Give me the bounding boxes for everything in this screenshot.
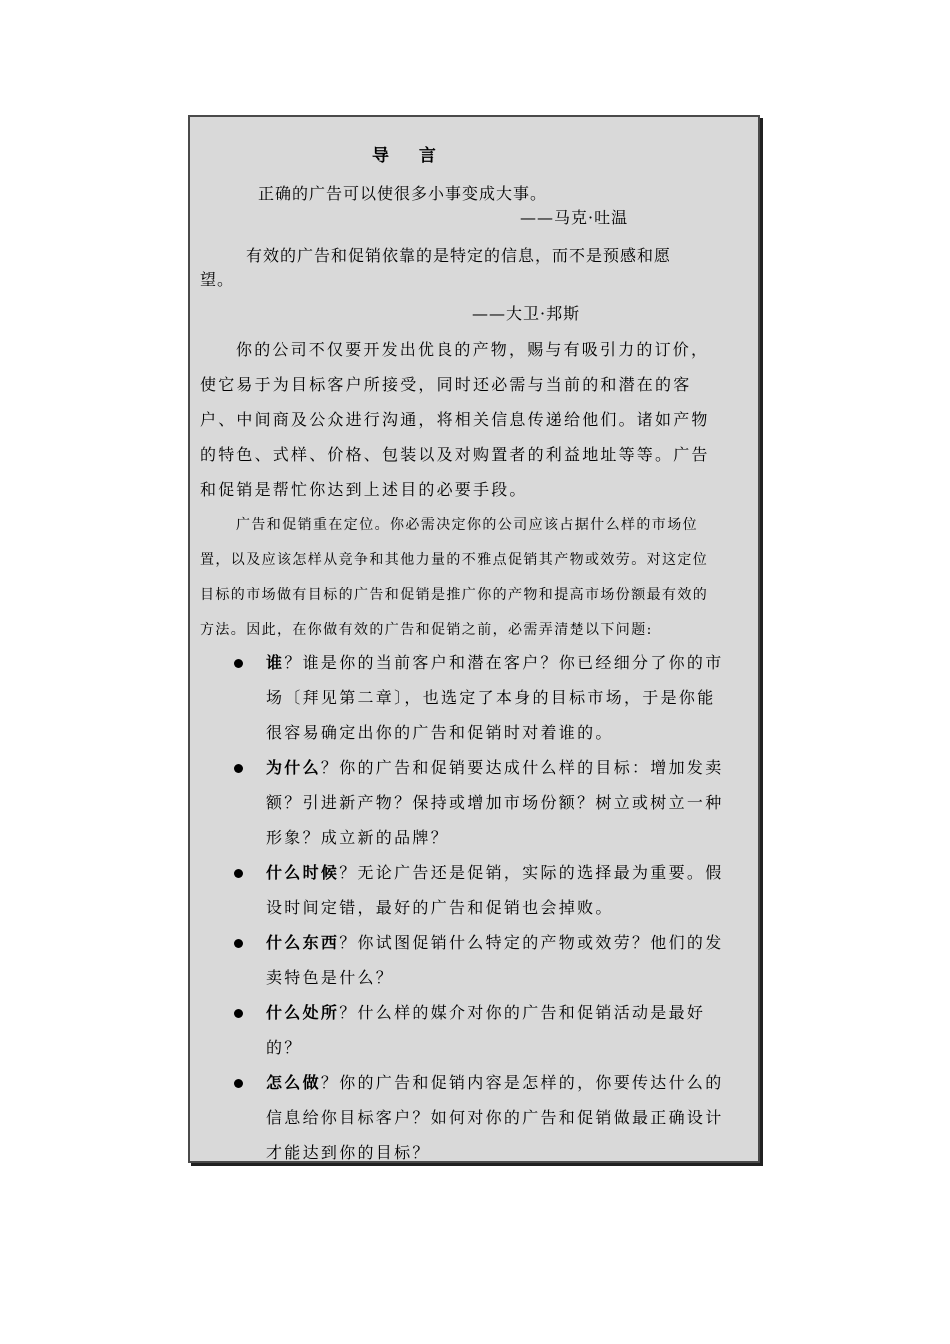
bullet-6-term: 怎么做 [266,1073,321,1092]
bullet-5-line-1: 什么处所？什么样的媒介对你的广告和促销活动是最好 [266,1003,706,1022]
quote-1-author: ——马克·吐温 [520,208,629,227]
bullet-2-line-2: 额？引进新产物？保持或增加市场份额？树立或树立一种 [266,793,724,812]
para-1-line-4: 的特色、式样、价格、包装以及对购置者的利益地址等等。广告 [200,445,710,464]
bullet-4-term: 什么东西 [266,933,340,952]
quote-2-author: ——大卫·邦斯 [472,304,581,323]
bullet-4-line-1: 什么东西？你试图促销什么特定的产物或效劳？他们的发 [266,933,724,952]
bullet-1-line-3: 很容易确定出你的广告和促销时对着谁的。 [266,723,614,742]
para-2-line-3: 目标的市场做有目标的广告和促销是推广你的产物和提高市场份额最有效的 [200,587,709,603]
bullet-3-line-2: 设时间定错，最好的广告和促销也会掉败。 [266,898,614,917]
bullet-dot [234,869,243,878]
para-2-line-2: 置，以及应该怎样从竞争和其他力量的不雅点促销其产物或效劳。对这定位 [200,552,709,568]
quote-2-line-2: 望。 [200,270,235,289]
para-1-line-2: 使它易于为目标客户所接受，同时还必需与当前的和潜在的客 [200,375,692,394]
bullet-6-line-3: 才能达到你的目标？ [266,1143,431,1162]
bullet-4-line-2: 卖特色是什么？ [266,968,395,987]
bullet-dot [234,1079,243,1088]
bullet-2-term: 为什么 [266,758,321,777]
para-2-line-4: 方法。因此，在你做有效的广告和促销之前，必需弄清楚以下问题: [200,622,653,638]
bullet-5-line-2: 的？ [266,1038,303,1057]
bullet-3-line-1: 什么时候？无论广告还是促销，实际的选择最为重要。假 [266,863,724,882]
intro-box [188,115,760,1163]
quote-2-line-1: 有效的广告和促销依靠的是特定的信息，而不是预感和愿 [246,246,672,265]
quote-1-text: 正确的广告可以使很多小事变成大事。 [258,184,548,203]
bullet-1-line-1: 谁？谁是你的当前客户和潜在客户？你已经细分了你的市 [266,653,724,672]
para-2-line-1: 广告和促销重在定位。你必需决定你的公司应该占据什么样的市场位 [236,517,698,533]
section-title: 导 言 [372,146,448,166]
bullet-1-line-2: 场〔拜见第二章〕，也选定了本身的目标市场，于是你能 [266,688,716,707]
bullet-6-line-1: 怎么做？你的广告和促销内容是怎样的，你要传达什么的 [266,1073,724,1092]
bullet-dot [234,764,243,773]
bullet-3-term: 什么时候 [266,863,340,882]
bullet-dot [234,939,243,948]
bullet-dot [234,659,243,668]
bullet-1-term: 谁 [266,653,285,672]
bullet-dot [234,1009,243,1018]
bullet-5-term: 什么处所 [266,1003,340,1022]
para-1-line-3: 户、中间商及公众进行沟通，将相关信息传递给他们。诸如产物 [200,410,710,429]
bullet-6-line-2: 信息给你目标客户？如何对你的广告和促销做最正确设计 [266,1108,724,1127]
bullet-2-line-1: 为什么？你的广告和促销要达成什么样的目标：增加发卖 [266,758,724,777]
para-1-line-1: 你的公司不仅要开发出优良的产物，赐与有吸引力的订价， [236,340,710,359]
bullet-2-line-3: 形象？成立新的品牌？ [266,828,450,847]
para-1-line-5: 和促销是帮忙你达到上述目的必要手段。 [200,480,528,499]
